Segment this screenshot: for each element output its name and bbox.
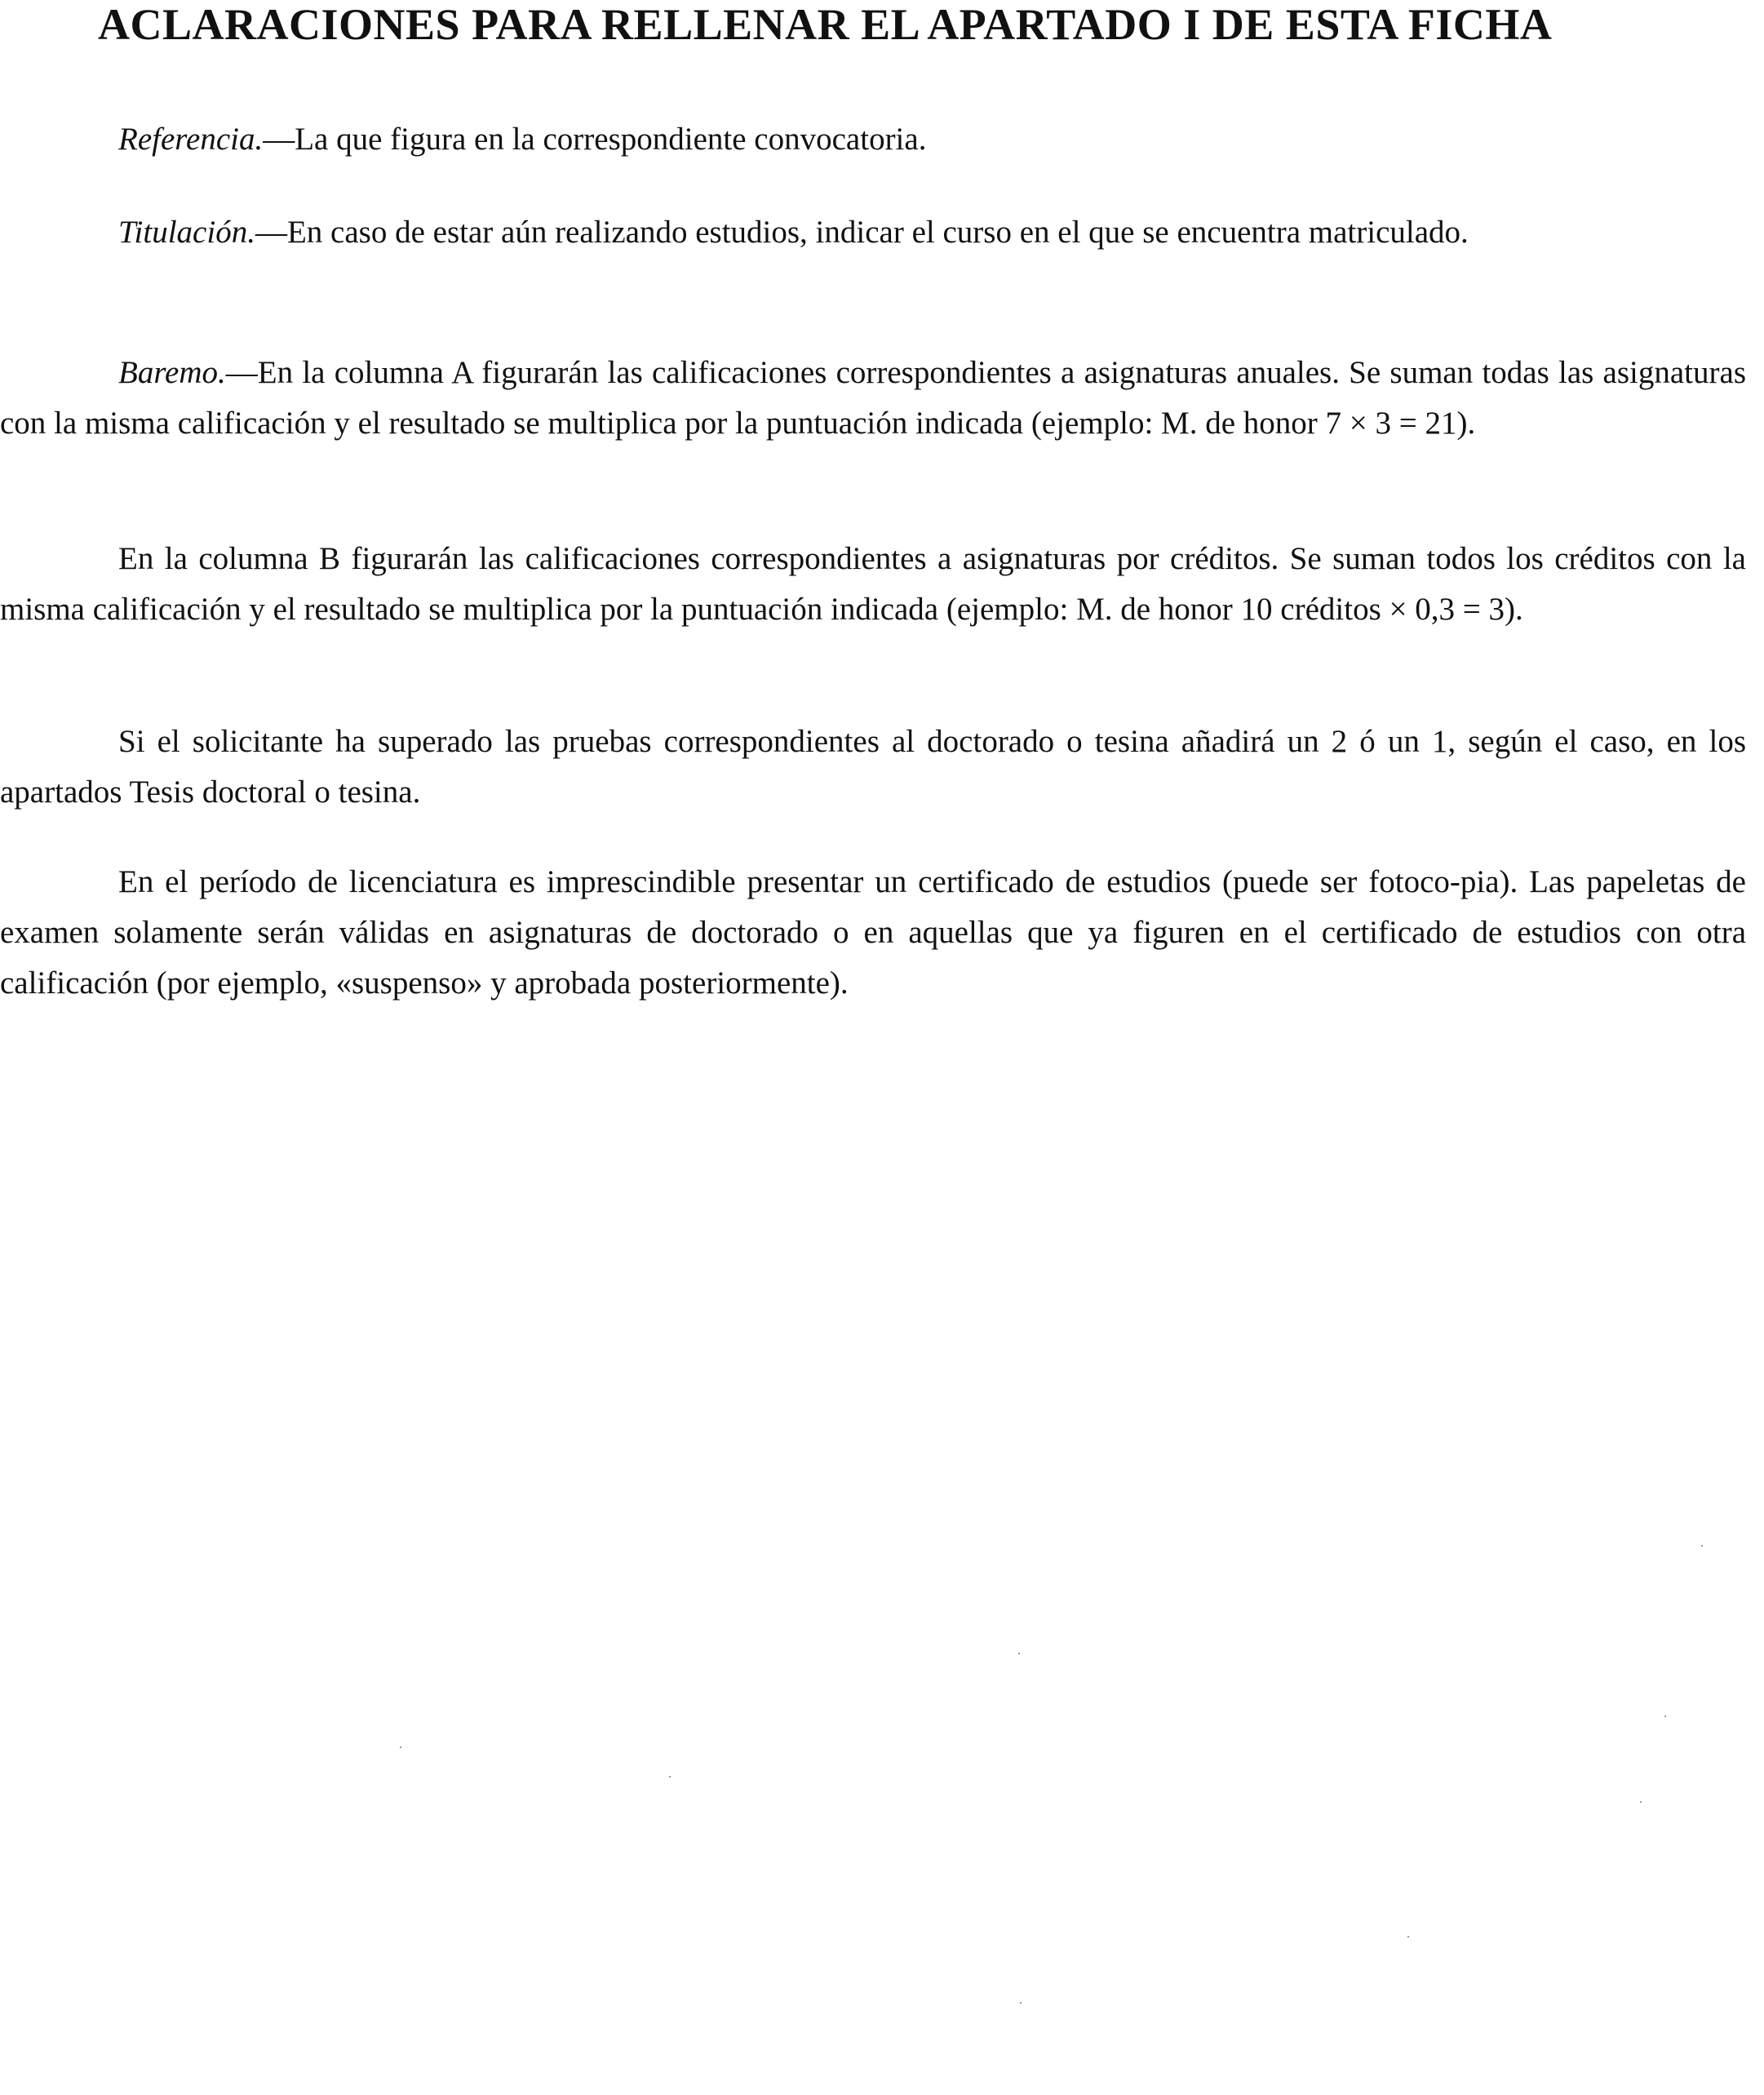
paragraph-text: En la columna B figurarán las calificaciones correspondientes a asignaturas por créditos. Se suman todos los créditos con la misma calificación y el resultado se multiplica por la puntuación indicada (ejemplo: M. de honor 10 créditos × 0,3 = 3).	[0, 541, 1746, 627]
page-title: ACLARACIONES PARA RELLENAR EL APARTADO I DE ESTA FICHA	[98, 0, 1553, 49]
scan-speck	[1664, 1716, 1666, 1717]
paragraph-doctorado	[0, 717, 1746, 818]
scan-speck	[1020, 2002, 1022, 2004]
scan-speck	[1701, 1545, 1703, 1547]
paragraph-columna-b	[0, 534, 1746, 635]
paragraph-referencia	[0, 114, 1746, 165]
paragraph-titulacion	[0, 207, 1746, 258]
paragraph-baremo	[0, 348, 1746, 449]
scan-speck	[1407, 1936, 1409, 1937]
paragraph-lead: Baremo.	[118, 355, 226, 390]
scan-speck	[1018, 1653, 1020, 1654]
scan-speck	[1640, 1801, 1642, 1803]
paragraph-licenciatura	[0, 857, 1746, 1009]
paragraph-text: —En caso de estar aún realizando estudios, indicar el curso en el que se encuentra matriculado.	[255, 215, 1469, 250]
paragraph-text: —La que figura en la correspondiente convocatoria.	[263, 122, 927, 157]
paragraph-lead: Titulación.	[118, 215, 255, 250]
scan-speck	[669, 1776, 671, 1778]
paragraph-text: —En la columna A figurarán las calificaciones correspondientes a asignaturas anuales. Se suman todas las asignaturas con la misma calificación y el resultado se multiplica por la puntuación indicada (ejemplo: M. de honor 7 × 3 = 21).	[0, 355, 1746, 441]
paragraph-text: Si el solicitante ha superado las pruebas correspondientes al doctorado o tesina añadirá un 2 ó un 1, según el caso, en los apartados Tesis doctoral o tesina.	[0, 724, 1746, 810]
paragraph-lead: Referencia.	[118, 122, 264, 157]
scan-speck	[400, 1747, 401, 1748]
paragraph-text: En el período de licenciatura es imprescindible presentar un certificado de estudios (puede ser fotoco-pia). Las papeletas de examen solamente serán válidas en asignaturas de doctorado o en aquellas que ya figuren en el certificado de estudios con otra calificación (por ejemplo, «suspenso» y aprobada posteriormente).	[0, 864, 1746, 1001]
